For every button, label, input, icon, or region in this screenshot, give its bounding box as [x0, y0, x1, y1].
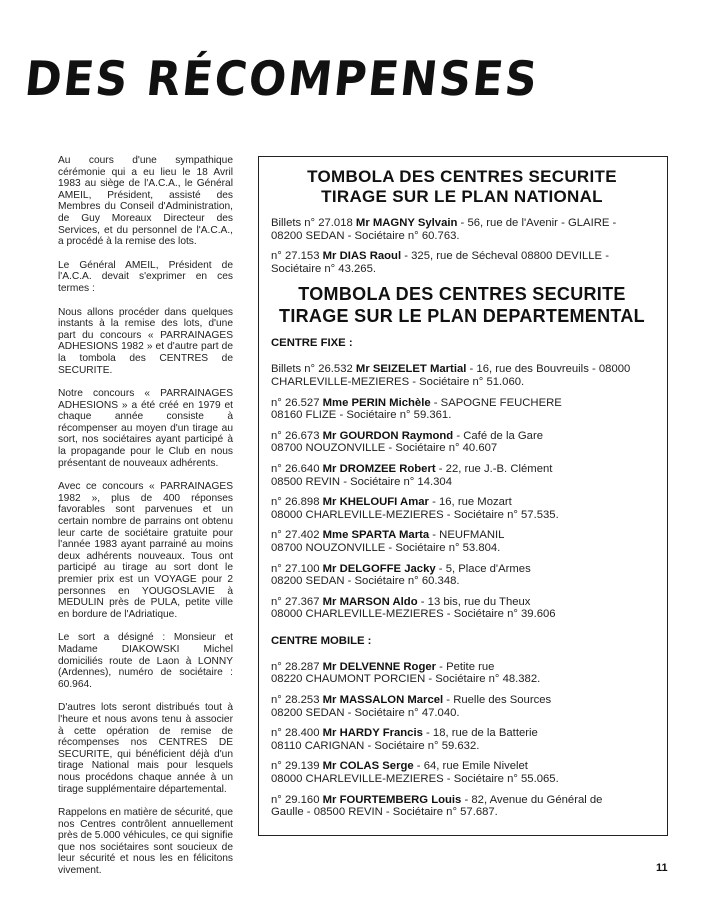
ticket-number: n° 26.527: [271, 396, 323, 409]
winner-line2: 08110 CARIGNAN - Sociétaire n° 59.632.: [271, 739, 480, 752]
intro-paragraph: Notre concours « PARRAINAGES ADHESIONS » a été créé en 1979 et chaque année consiste à récompenser au moyen d'un tirage au sort, nos sociétaires ayant participé à la propagande pour le Club en nous présentant de nouveaux adhérents.: [58, 388, 233, 469]
intro-column: [58, 155, 233, 889]
intro-paragraph: Au cours d'une sympathique cérémonie qui a eu lieu le 18 Avril 1983 au siège de l'A.C.A., le Général AMEIL, Président, assisté des Membres du Conseil d'Administration, de Guy Moreaux Directeur des Services, et du personnel de l'A.C.A., a procédé à la remise des lots.: [58, 155, 233, 248]
winner-name: Mr COLAS Serge: [322, 760, 414, 773]
winner-entry: [271, 727, 653, 752]
ticket-number: n° 27.153: [271, 250, 323, 263]
results-box: [258, 156, 668, 836]
winner-name: Mr DROMZEE Robert: [322, 462, 436, 475]
winner-line1: [271, 217, 653, 230]
ticket-number: n° 27.402: [271, 529, 323, 542]
winner-name: Mr DIAS Raoul: [322, 250, 402, 263]
winner-entry: [271, 250, 653, 275]
centre-mobile-winner-list: [271, 661, 653, 819]
intro-paragraph: Avec ce concours « PARRAINAGES 1982 », plus de 400 réponses favorables sont parvenues et un certain nombre de parrains ont obtenu leur carte de sociétaire gratuite pour l'année 1983 ayant parrainé au moins deux adhérents nouveaux. Tous ont participé au tirage au sort dont le premier prix est un VOYAGE pour 2 personnes en YOUGOSLAVIE à MEDULIN près de PULA, petite ville en bordure de l'Adriatique.: [58, 481, 233, 620]
intro-paragraph: Nous allons procéder dans quelques instants à la remise des lots, d'une part du concours « PARRAINAGES ADHESIONS 1982 » et d'autre part de la tombola des CENTRES de SECURITE.: [58, 306, 233, 376]
page-title: DES RÉCOMPENSES: [22, 52, 542, 108]
winner-address: - 64, rue Emile Nivelet: [413, 760, 528, 773]
winner-line2: Gaulle - 08500 REVIN - Sociétaire n° 57.687.: [271, 806, 498, 819]
centre-mobile-label: CENTRE MOBILE :: [271, 634, 372, 647]
winner-address: - 13 bis, rue du Theux: [417, 595, 531, 608]
national-winner-list: [271, 217, 653, 275]
winner-line1: [271, 596, 653, 609]
winner-line1: [271, 363, 653, 376]
winner-line1: [271, 794, 653, 807]
winner-name: Mr GOURDON Raymond: [322, 429, 454, 442]
winner-line1: [271, 694, 653, 707]
winner-address: - 16, rue des Bouvreuils - 08000: [466, 363, 631, 376]
winner-address: - 5, Place d'Armes: [435, 562, 531, 575]
winner-entry: [271, 397, 653, 422]
winner-name: Mr MAGNY Sylvain: [355, 217, 458, 229]
winner-entry: [271, 217, 653, 242]
national-heading-line1: TOMBOLA DES CENTRES SECURITE: [307, 167, 617, 186]
ticket-number: n° 29.160: [271, 793, 323, 806]
winner-name: Mr SEIZELET Martial: [355, 363, 467, 376]
winner-entry: [271, 529, 653, 554]
intro-paragraph: Le sort a désigné : Monsieur et Madame DIAKOWSKI Michel domiciliés route de Laon à LONNY (Ardennes), numéro de sociétaire : 60.964.: [58, 632, 233, 690]
winner-name: Mr HARDY Francis: [322, 727, 423, 740]
centre-fixe-label: CENTRE FIXE :: [271, 337, 353, 350]
ticket-number: n° 28.287: [271, 660, 323, 673]
winner-address: - 18, rue de la Batterie: [422, 727, 538, 740]
winner-line1: [271, 563, 653, 576]
winner-line2: 08200 SEDAN - Sociétaire n° 47.040.: [271, 706, 460, 719]
winner-name: Mr DELGOFFE Jacky: [322, 562, 436, 575]
winner-line2: 08000 CHARLEVILLE-MEZIERES - Sociétaire n° 57.535.: [271, 508, 559, 521]
winner-address: - 16, rue Mozart: [428, 496, 512, 509]
winner-entry: [271, 760, 653, 785]
winner-entry: [271, 563, 653, 588]
ticket-number: Billets n° 27.018: [271, 217, 356, 229]
winner-line2: 08220 CHAUMONT PORCIEN - Sociétaire n° 48.382.: [271, 673, 541, 686]
winner-line1: [271, 661, 653, 674]
winner-address: - NEUFMANIL: [429, 529, 505, 542]
winner-entry: [271, 363, 653, 388]
national-heading-line2: TIRAGE SUR LE PLAN NATIONAL: [321, 187, 603, 206]
winner-name: Mme PERIN Michèle: [322, 396, 431, 409]
departemental-heading-line2: TIRAGE SUR LE PLAN DEPARTEMENTAL: [279, 306, 645, 327]
winner-entry: [271, 596, 653, 621]
ticket-number: n° 27.100: [271, 562, 323, 575]
winner-address: - Petite rue: [436, 660, 495, 673]
winner-entry: [271, 496, 653, 521]
ticket-number: n° 29.139: [271, 760, 323, 773]
winner-line2: CHARLEVILLE-MEZIERES - Sociétaire n° 51.060.: [271, 375, 525, 388]
ticket-number: n° 26.673: [271, 429, 323, 442]
centre-fixe-winner-list: [271, 363, 653, 621]
winner-line2: 08700 NOUZONVILLE - Sociétaire n° 53.804.: [271, 541, 501, 554]
ticket-number: n° 28.400: [271, 727, 323, 740]
winner-address: - 22, rue J.-B. Clément: [435, 462, 553, 475]
winner-address: - 82, Avenue du Général de: [461, 793, 603, 806]
national-heading: [271, 167, 653, 207]
winner-line2: 08000 CHARLEVILLE-MEZIERES - Sociétaire n° 55.065.: [271, 773, 559, 786]
winner-line2: 08700 NOUZONVILLE - Sociétaire n° 40.607: [271, 442, 498, 455]
winner-line1: [271, 496, 653, 509]
winner-address: - SAPOGNE FEUCHERE: [430, 396, 562, 409]
winner-entry: [271, 430, 653, 455]
page-number: 11: [656, 862, 668, 874]
winner-line2: 08200 SEDAN - Sociétaire n° 60.763.: [271, 229, 460, 242]
intro-paragraph: Rappelons en matière de sécurité, que nos Centres contrôlent annuellement près de 5.000 véhicules, ce qui signifie que nos sociétaires sont soucieux de leur sécurité et nous les en félicitons vivement.: [58, 807, 233, 877]
winner-line1: [271, 760, 653, 773]
winner-name: Mr MARSON Aldo: [322, 595, 418, 608]
winner-entry: [271, 794, 653, 819]
winner-line1: [271, 250, 653, 263]
winner-address: - Ruelle des Sources: [443, 694, 552, 707]
winner-name: Mr MASSALON Marcel: [322, 694, 444, 707]
ticket-number: Billets n° 26.532: [271, 363, 356, 376]
winner-line2: 08500 REVIN - Sociétaire n° 14.304: [271, 475, 452, 488]
winner-address: - 325, rue de Sécheval 08800 DEVILLE -: [401, 250, 609, 263]
winner-line1: [271, 529, 653, 542]
winner-line1: [271, 463, 653, 476]
winner-address: - 56, rue de l'Avenir - GLAIRE -: [457, 217, 617, 229]
winner-name: Mr DELVENNE Roger: [322, 660, 437, 673]
winner-line2: 08000 CHARLEVILLE-MEZIERES - Sociétaire n° 39.606: [271, 608, 556, 621]
ticket-number: n° 26.898: [271, 496, 323, 509]
winner-line2: 08160 FLIZE - Sociétaire n° 59.361.: [271, 409, 452, 422]
winner-entry: [271, 463, 653, 488]
departemental-heading: [271, 283, 653, 327]
winner-line2: 08200 SEDAN - Sociétaire n° 60.348.: [271, 575, 460, 588]
ticket-number: n° 27.367: [271, 595, 323, 608]
winner-name: Mr KHELOUFI Amar: [322, 496, 429, 509]
departemental-heading-line1: TOMBOLA DES CENTRES SECURITE: [298, 284, 626, 305]
intro-paragraph: D'autres lots seront distribués tout à l'heure et nous avons tenu à associer à cette opération de remise de récompenses nos CENTRES DE SECURITE, qui bénéficient déjà d'un tirage National mais pour lesquels nous procédons chaque année à un tirage supplémentaire départemental.: [58, 702, 233, 795]
winner-line1: [271, 727, 653, 740]
winner-name: Mme SPARTA Marta: [322, 529, 430, 542]
ticket-number: n° 28.253: [271, 694, 323, 707]
winner-address: - Café de la Gare: [453, 429, 543, 442]
winner-line2: Sociétaire n° 43.265.: [271, 262, 377, 275]
winner-line1: [271, 397, 653, 410]
winner-entry: [271, 694, 653, 719]
intro-paragraph: Le Général AMEIL, Président de l'A.C.A. devait s'exprimer en ces termes :: [58, 259, 233, 294]
ticket-number: n° 26.640: [271, 462, 323, 475]
winner-line1: [271, 430, 653, 443]
winner-entry: [271, 661, 653, 686]
winner-name: Mr FOURTEMBERG Louis: [322, 793, 462, 806]
